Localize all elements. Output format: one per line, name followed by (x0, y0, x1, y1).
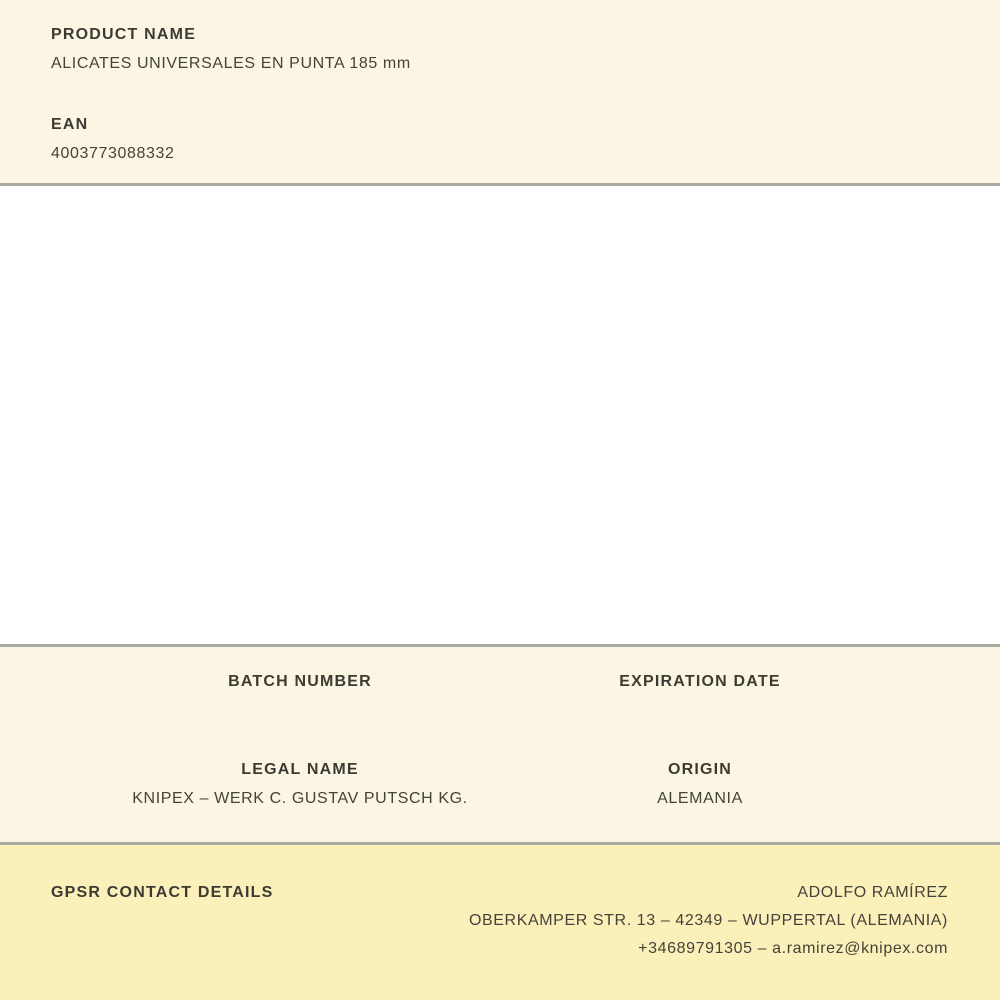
ean-value: 4003773088332 (51, 145, 175, 162)
origin-label: ORIGIN (667, 761, 733, 778)
batch-number-field (100, 668, 500, 726)
product-name-label: PRODUCT NAME (51, 26, 197, 43)
ean-field (51, 111, 949, 169)
gpsr-contact-info (274, 879, 948, 963)
product-name-value: ALICATES UNIVERSALES EN PUNTA 185 mm (51, 55, 411, 72)
legal-name-label: LEGAL NAME (241, 761, 359, 778)
legal-origin-row (100, 756, 900, 814)
gpsr-contact-address: OBERKAMPER STR. 13 – 42349 – WUPPERTAL (ALEMANIA) (468, 912, 948, 929)
product-image-placeholder (0, 186, 1000, 647)
gpsr-contact-name: ADOLFO RAMÍREZ (797, 884, 948, 901)
batch-expiration-row (100, 668, 900, 726)
batch-number-label: BATCH NUMBER (228, 673, 372, 690)
legal-name-field (100, 756, 500, 814)
expiration-date-field (500, 668, 900, 726)
product-name-field (51, 21, 949, 79)
expiration-date-value (500, 696, 900, 726)
product-header-section (0, 0, 1000, 186)
gpsr-contact-phone-email: +34689791305 – a.ramirez@knipex.com (638, 940, 948, 957)
legal-name-value: KNIPEX – WERK C. GUSTAV PUTSCH KG. (132, 790, 468, 807)
origin-field (500, 756, 900, 814)
expiration-date-label: EXPIRATION DATE (619, 673, 781, 690)
batch-number-value (100, 696, 500, 726)
gpsr-contact-section (0, 845, 1000, 1000)
origin-value: ALEMANIA (657, 790, 743, 807)
details-section (0, 647, 1000, 845)
ean-label: EAN (51, 116, 89, 133)
gpsr-contact-label: GPSR CONTACT DETAILS (51, 884, 274, 901)
